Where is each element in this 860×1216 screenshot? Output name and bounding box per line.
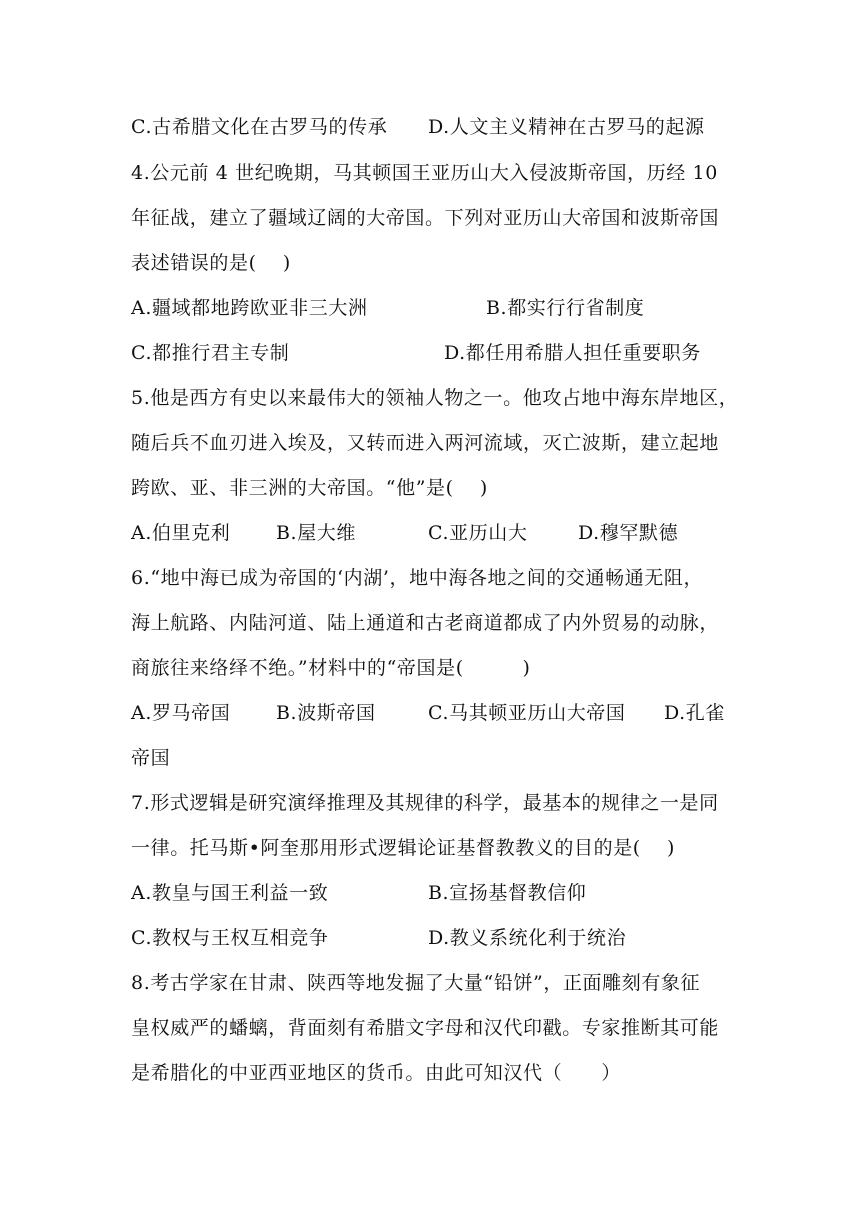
q6-stem-line-3: 商旅往来络绎不绝。”材料中的“帝国是( )	[131, 657, 531, 679]
q5-option-d: D.穆罕默德	[578, 522, 679, 544]
q6-option-d: D.孔雀	[664, 702, 725, 724]
q8-stem-line-3: 是希腊化的中亚西亚地区的货币。由此可知汉代（ ）	[131, 1062, 622, 1084]
q7-option-c: C.教权与王权互相竞争	[131, 927, 329, 949]
q3-option-c: C.古希腊文化在古罗马的传承	[131, 116, 388, 138]
q5-option-b: B.屋大维	[276, 522, 357, 544]
q4-option-d: D.都任用希腊人担任重要职务	[444, 342, 701, 364]
q8-stem-line-1: 8.考古学家在甘肃、陕西等地发掘了大量“铅饼”，正面雕刻有象征	[131, 972, 701, 994]
q3-option-d: D.人文主义精神在古罗马的起源	[428, 116, 705, 138]
q6-option-d-continued: 帝国	[131, 747, 171, 769]
q5-option-c: C.亚历山大	[428, 522, 528, 544]
q5-option-a: A.伯里克利	[131, 522, 231, 544]
q7-option-d: D.教义系统化利于统治	[428, 927, 627, 949]
q7-stem-line-1: 7.形式逻辑是研究演绎推理及其规律的科学，最基本的规律之一是同	[131, 792, 719, 814]
q6-option-c: C.马其顿亚历山大帝国	[428, 702, 626, 724]
q4-stem-line-3: 表述错误的是( )	[131, 252, 291, 274]
q7-option-b: B.宣扬基督教信仰	[428, 882, 587, 904]
q5-stem-line-3: 跨欧、亚、非三洲的大帝国。“他”是( )	[131, 477, 488, 499]
q7-option-a: A.教皇与国王利益一致	[131, 882, 329, 904]
q6-stem-line-2: 海上航路、内陆河道、陆上通道和古老商道都成了内外贸易的动脉，	[131, 612, 720, 634]
q6-option-b: B.波斯帝国	[276, 702, 376, 724]
q6-option-a: A.罗马帝国	[131, 702, 231, 724]
q5-stem-line-2: 随后兵不血刃进入埃及，又转而进入两河流域，灭亡波斯，建立起地	[131, 432, 720, 454]
q4-option-a: A.疆域都地跨欧亚非三大洲	[131, 297, 368, 319]
q5-stem-line-1: 5.他是西方有史以来最伟大的领袖人物之一。他攻占地中海东岸地区，	[131, 387, 739, 409]
q4-stem-line-2: 年征战，建立了疆域辽阔的大帝国。下列对亚历山大帝国和波斯帝国	[131, 207, 720, 229]
q4-option-b: B.都实行行省制度	[486, 297, 645, 319]
q8-stem-line-2: 皇权威严的蟠螭，背面刻有希腊文字母和汉代印戳。专家推断其可能	[131, 1017, 720, 1039]
q7-stem-line-2: 一律。托马斯•阿奎那用形式逻辑论证基督教教义的目的是( )	[131, 837, 676, 859]
q4-stem-line-1: 4.公元前 4 世纪晚期，马其顿国王亚历山大入侵波斯帝国，历经 10	[131, 162, 718, 184]
q4-option-c: C.都推行君主专制	[131, 342, 290, 364]
q6-stem-line-1: 6.“地中海已成为帝国的‘内湖’，地中海各地之间的交通畅通无阻，	[131, 567, 704, 589]
